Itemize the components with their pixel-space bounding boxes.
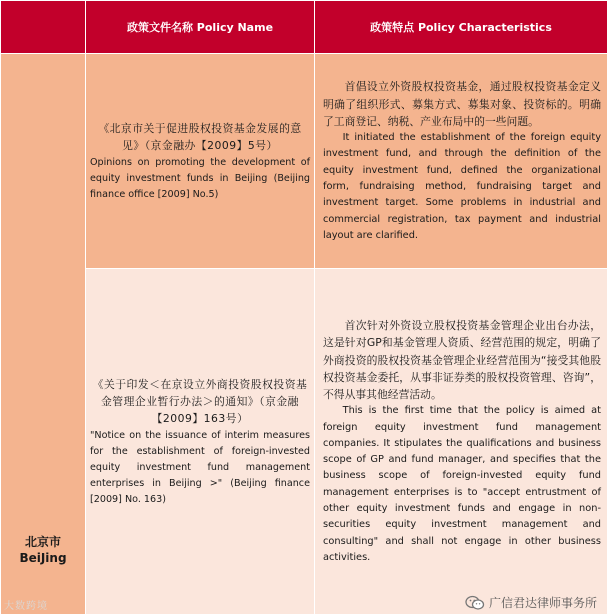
policy-name-en: Opinions on promoting the development of equity investment funds in Beijing (Beijing finance office [2009] No.5) <box>90 156 310 200</box>
header-blank-cell <box>1 1 86 54</box>
city-name-en: BeiJing <box>19 551 67 565</box>
policy-characteristics-zh: 首次针对外资设立股权投资基金管理企业出台办法，这是针对GP和基金管理人资质、经营范围的规定，明确了外商投资的股权投资基金管理企业经营范围为“接受其他股权投资基金委托，从事非证券类的股权投资管理、咨询”，不得从事其他经营活动。 <box>323 319 601 402</box>
policy-characteristics-cell <box>315 269 607 615</box>
header-policy-name: 政策文件名称 Policy Name <box>86 1 315 54</box>
policy-characteristics-zh: 首倡设立外资股权投资基金，通过股权投资基金定义明确了组织形式、募集方式、募集对象、投资标的。明确了工商登记、纳税、产业布局中的一些问题。 <box>323 80 601 128</box>
policy-characteristics-cell <box>315 54 607 269</box>
policy-name-cell <box>86 269 315 615</box>
policy-name-cell <box>86 54 315 269</box>
policy-name-en: "Notice on the issuance of interim measures for the establishment of foreign-invested equity investment fund management enterprises in Beijing >" (Beijing finance [2009] No. 163) <box>90 429 310 505</box>
table-row <box>1 269 607 615</box>
header-policy-characteristics: 政策特点 Policy Characteristics <box>315 1 607 54</box>
watermark-right-text: 广信君达律师事务所 <box>488 596 597 610</box>
policy-name-zh: 《关于印发＜在京设立外商投资股权投资基金管理企业暂行办法＞的通知》（京金融【2009】163号） <box>92 377 308 425</box>
policy-name-zh: 《北京市关于促进股权投资基金发展的意见》（京金融办【2009】5号） <box>98 121 302 152</box>
policy-characteristics-en: It initiated the establishment of the foreign equity investment fund, and through the definition of the equity investment fund, defined the organizational form, fundraising method, fundraising target and investment target. Some problems in industrial and commercial registration, tax payment and industrial layout are clarified. <box>323 132 601 241</box>
watermark-right <box>465 594 597 611</box>
wechat-icon <box>465 595 485 611</box>
table-header-row <box>1 1 607 54</box>
watermark-left <box>4 597 48 612</box>
city-name-zh: 北京市 <box>24 535 61 549</box>
table-row <box>1 54 607 269</box>
policy-characteristics-en: This is the first time that the policy is aimed at foreign equity investment fund management companies. It stipulates the qualifications and business scope of GP and fund manager, and specifies that the business scope of foreign-invested equity fund management enterprises is to "accept entrustment of other equity investment funds and engage in non-securities equity investment management and consulting" and shall not engage in other business activities. <box>323 405 601 563</box>
city-cell <box>1 54 86 615</box>
watermark-left-text: 大数跨境 <box>4 601 48 612</box>
